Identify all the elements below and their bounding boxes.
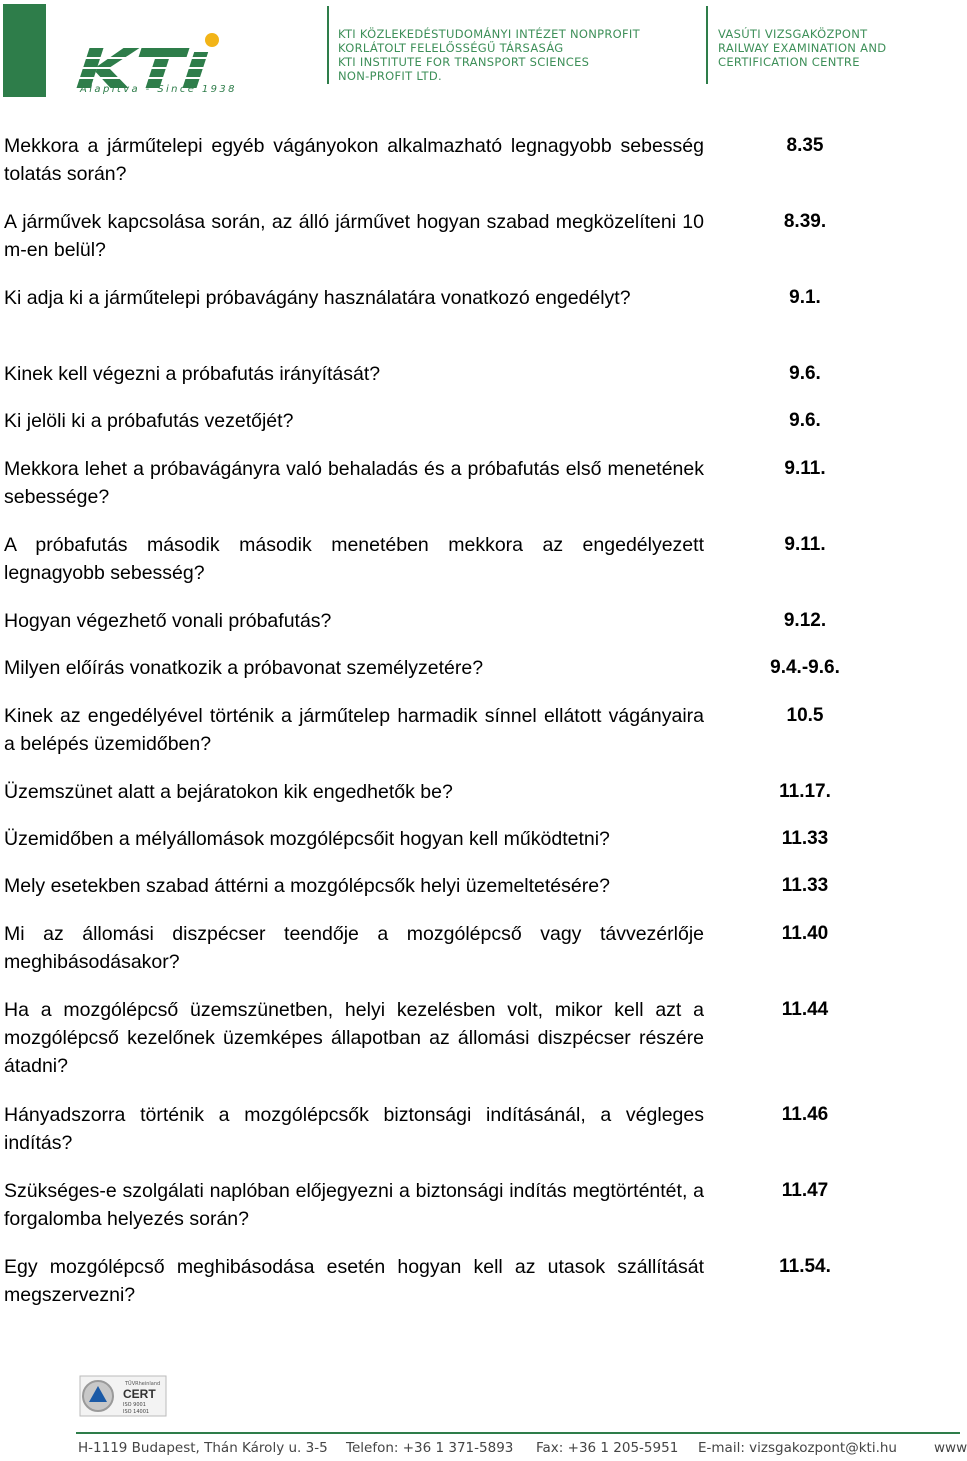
letterhead	[0, 0, 960, 110]
logo-subtitle: Alapítva - Since 1938	[80, 84, 237, 95]
section-ref: 9.11.	[784, 534, 826, 555]
question-text: Mi az állomási diszpécser teendője a mozgólépcső vagy távvezérlője meghibásodásakor?	[4, 923, 704, 973]
section-ref: 11.46	[781, 1104, 829, 1125]
institute-line: KTI KÖZLEKEDÉSTUDOMÁNYI INTÉZET NONPROFIT	[338, 27, 640, 41]
institute-line: NON-PROFIT LTD.	[338, 69, 442, 83]
section-ref: 11.33	[781, 828, 829, 849]
footer-divider	[76, 1432, 960, 1434]
footer-address: H-1119 Budapest, Thán Károly u. 3-5	[78, 1440, 328, 1456]
section-ref: 11.40	[781, 923, 829, 944]
question-text: Mekkora a járműtelepi egyéb vágányokon alkalmazható legnagyobb sebesség tolatás során?	[4, 135, 704, 185]
green-bar	[3, 4, 46, 97]
question-text: Ha a mozgólépcső üzemszünetben, helyi kezelésben volt, mikor kell azt a mozgólépcső kezelőnek üzemképes állapotban az állomási diszpécser részére átadni?	[4, 999, 704, 1077]
section-ref: 8.39.	[783, 211, 827, 232]
section-ref: 11.17.	[779, 781, 831, 802]
question-text: A járművek kapcsolása során, az álló járművet hogyan szabad megközelíteni 10 m-en belül?	[4, 211, 704, 261]
footer-email: E-mail: vizsgakozpont@kti.hu	[698, 1440, 897, 1456]
question-text: Ki jelöli ki a próbafutás vezetőjét?	[4, 410, 294, 432]
question-text: Kinek az engedélyével történik a járműtelep harmadik sínnel ellátott vágányaira a belépés üzemidőben?	[4, 705, 704, 755]
question-text: Egy mozgólépcső meghibásodása esetén hogyan kell az utasok szállítását megszervezni?	[4, 1256, 704, 1306]
tuv-cert-badge	[80, 1376, 166, 1416]
header-divider	[706, 6, 708, 84]
institute-line: KTI INSTITUTE FOR TRANSPORT SCIENCES	[338, 55, 590, 69]
question-text: Mely esetekben szabad áttérni a mozgólépcsők helyi üzemeltetésére?	[4, 875, 610, 897]
section-ref: 10.5	[786, 705, 824, 726]
footer-phone: Telefon: +36 1 371-5893	[346, 1440, 514, 1456]
question-text: Üzemidőben a mélyállomások mozgólépcsőit hogyan kell működtetni?	[4, 828, 610, 850]
header-divider	[327, 6, 329, 84]
section-ref: 8.35	[786, 135, 824, 156]
centre-name	[718, 27, 886, 69]
section-ref: 11.54.	[779, 1256, 831, 1277]
centre-line: VASÚTI VIZSGAKÖZPONT	[718, 27, 868, 41]
cert-brand: TÜVRheinland	[125, 1381, 161, 1387]
centre-line: CERTIFICATION CENTRE	[718, 55, 860, 69]
section-ref: 9.11.	[784, 458, 826, 479]
question-text: Szükséges-e szolgálati naplóban előjegyezni a biztonsági indítás megtörténtét, a forgalomba helyezés során?	[4, 1180, 704, 1230]
question-text: Hányadszorra történik a mozgólépcsők biztonsági indításánál, a végleges indítás?	[4, 1104, 704, 1154]
cert-label: CERT	[123, 1387, 156, 1401]
institute-name	[338, 27, 640, 83]
question-text: Milyen előírás vonatkozik a próbavonat személyzetére?	[4, 657, 484, 679]
section-ref: 9.6.	[789, 410, 821, 431]
cert-iso-14001: ISO 14001	[123, 1409, 150, 1415]
footer-fax: Fax: +36 1 205-5951	[536, 1440, 679, 1456]
question-text: A próbafutás második második menetében mekkora az engedélyezett legnagyobb sebesség?	[4, 534, 704, 584]
question-text: Mekkora lehet a próbavágányra való behaladás és a próbafutás első menetének sebessége?	[4, 458, 704, 508]
section-ref: 11.47	[781, 1180, 829, 1201]
section-ref: 9.6.	[789, 363, 821, 384]
section-ref: 9.12.	[783, 610, 827, 631]
institute-line: KORLÁTOLT FELELŐSSÉGŰ TÁRSASÁG	[338, 41, 564, 55]
question-text: Kinek kell végezni a próbafutás irányítását?	[4, 363, 381, 385]
question-text: Üzemszünet alatt a bejáratokon kik engedhetők be?	[4, 781, 453, 803]
question-text: Ki adja ki a járműtelepi próbavágány használatára vonatkozó engedélyt?	[4, 287, 631, 309]
section-ref: 9.4.-9.6.	[770, 657, 840, 678]
cert-iso-9001: ISO 9001	[123, 1402, 146, 1408]
centre-line: RAILWAY EXAMINATION AND	[718, 41, 887, 55]
footer-web: www	[934, 1440, 967, 1456]
section-ref: 9.1.	[789, 287, 821, 308]
question-text: Hogyan végezhető vonali próbafutás?	[4, 610, 332, 632]
section-ref: 11.33	[781, 875, 829, 896]
section-ref: 11.44	[781, 999, 829, 1020]
